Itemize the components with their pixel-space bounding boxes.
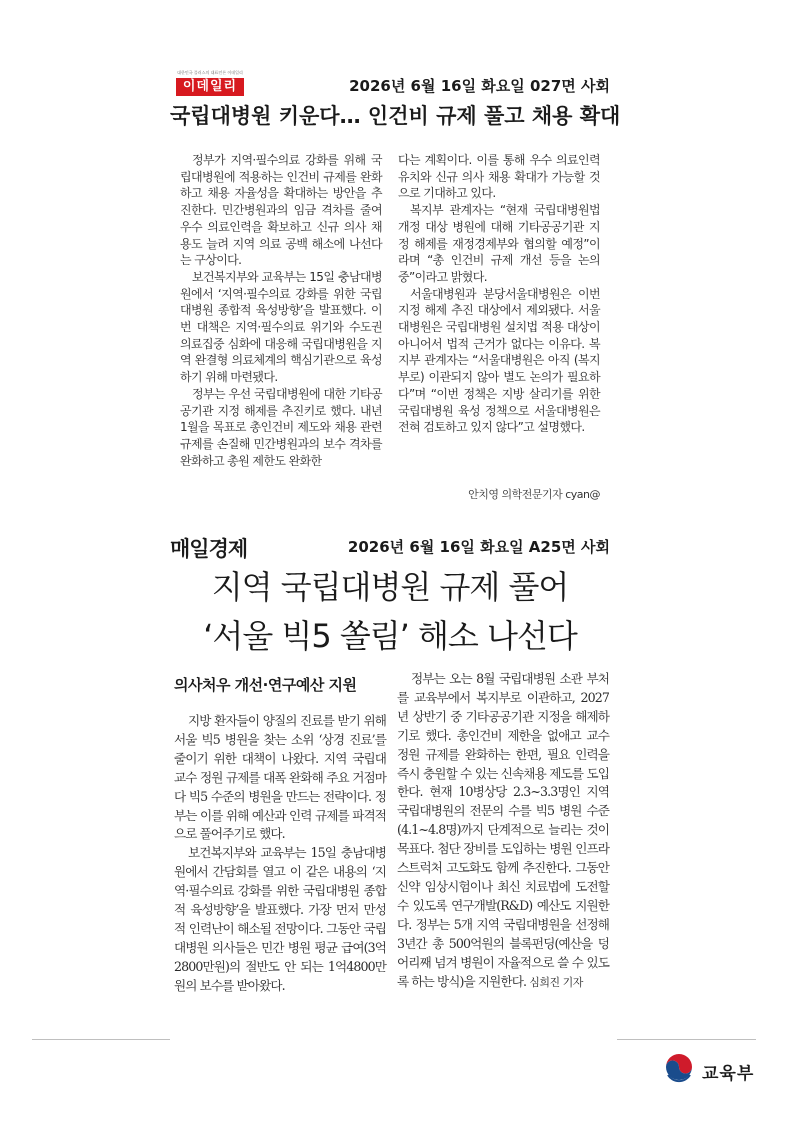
article1-paragraph: 보건복지부와 교육부는 15일 충남대병원에서 ‘지역·필수의료 강화를 위한 국립대병원 종합적 육성방향’을 발표했다. 이번 대책은 지역·필수의료 위기와 수도권 의료집중 심화에 대응해 국립대병원을 지역 완결형 의료체계의 핵심기관으로 육성하기 위해 마련됐다.	[180, 269, 382, 385]
divider-left	[32, 1039, 170, 1040]
ministry-emblem-icon	[662, 1052, 696, 1086]
article2-subheadline: 의사처우 개선·연구예산 지원	[174, 676, 357, 694]
article2-byline: 심희진 기자	[529, 975, 583, 989]
newspaper-logo-maeil: 매일경제	[170, 536, 248, 561]
article1-paragraph: 다는 계획이다. 이를 통해 우수 의료인력 유치와 신규 의사 채용 확대가 가능할 것으로 기대하고 있다.	[398, 153, 600, 201]
article2-paragraph: 지방 환자들이 양질의 진료를 받기 위해 서울 빅5 병원을 찾는 소위 ‘상경 진료’를 줄이기 위한 대책이 나왔다. 지역 국립대 교수 정원 규제를 대폭 완화해 주요 거점마다 빅5 수준의 병원을 만드는 전략이다. 정부는 이를 위해 예산과 인력 규제를 파격적으로 풀어주기로 했다.	[174, 713, 386, 842]
article2-column-right	[397, 670, 609, 992]
article1-byline: 안치영 의학전문기자 cyan@	[468, 488, 600, 501]
article2-paragraph-text: 정부는 오는 8월 국립대병원 소관 부처를 교육부에서 복지부로 이관하고, 2027년 상반기 중 기타공공기관 지정을 해제하기로 했다. 총인건비 제한을 없애고 교수 정원 규제를 완화하는 한편, 필요 인력을 즉시 충원할 수 있는 신속채용 제도를 도입한다. 현재 10병상당 2.3~3.3명인 지역 국립대병원의 전문의 수를 빅5 병원 수준(4.1~4.8명)까지 단계적으로 늘리는 것이 목표다. 첨단 장비를 도입하는 병원 인프라스트럭처 고도화도 함께 추진한다. 그동안 신약 임상시험이나 최신 치료법에 도전할 수 있도록 연구개발(R&D) 예산도 지원한다. 정부는 5개 지역 국립대병원을 선정해 3년간 총 500억원의 블록펀딩(예산을 덩어리째 넘겨 병원이 자율적으로 쓸 수 있도록 하는 방식)을 지원한다.	[397, 671, 609, 989]
article2-headline-line2: ‘서울 빅5 쏠림’ 해소 나선다	[203, 617, 577, 655]
article1-paragraph: 정부는 우선 국립대병원에 대한 기타공공기관 지정 해제를 추진키로 했다. 내년 1월을 목표로 총인건비 제도와 채용 관련 규제를 손질해 민간병원과의 보수 격차를 완화하고 총원 제한도 완화한	[180, 386, 382, 468]
newspaper-logo-edaily: 이데일리	[176, 78, 244, 96]
article2-column-left	[174, 712, 386, 996]
article2-paragraph	[397, 670, 609, 992]
article1-paragraph: 복지부 관계자는 “현재 국립대병원법 개정 대상 병원에 대해 기타공공기관 지정 해제를 재정경제부와 협의할 예정”이라며 “총 인건비 규제 개선 등을 논의 중”이라고 밝혔다.	[398, 203, 600, 284]
divider-right	[617, 1039, 756, 1040]
article1-column-right	[398, 152, 600, 436]
article2-headline-line1: 지역 국립대병원 규제 풀어	[211, 568, 569, 606]
article1-paragraph: 정부가 지역·필수의료 강화를 위해 국립대병원에 적용하는 인건비 규제를 완화하고 채용 자율성을 확대하는 방안을 추진한다. 민간병원과의 임금 격차를 줄여 우수 의료인력을 확보하고 신규 의사 채용도 늘려 지역 의료 공백 해소에 나선다는 구상이다.	[180, 153, 382, 268]
article1-paragraph: 서울대병원과 분당서울대병원은 이번 지정 해제 추진 대상에서 제외됐다. 서울대병원은 국립대병원 설치법 적용 대상이 아니어서 법적 근거가 없다는 이유다. 복지부 관계자는 “서울대병원은 아직 (복지부로) 이관되지 않아 별도 논의가 필요하다”며 “이번 정책은 지방 살리기를 위한 국립대병원 육성 정책으로 서울대병원은 전혀 검토하고 있지 않다”고 설명했다.	[398, 286, 600, 435]
article1-headline: 국립대병원 키운다… 인건비 규제 풀고 채용 확대	[170, 104, 621, 128]
article1-column-left	[180, 152, 382, 469]
article2-date-section: 2026년 6월 16일 화요일 A25면 사회	[347, 538, 610, 556]
article2-paragraph: 보건복지부와 교육부는 15일 충남대병원에서 간담회를 열고 이 같은 내용의 ‘지역·필수의료 강화를 위한 국립대병원 종합적 육성방향’을 발표했다. 가장 먼저 만성적 인력난이 해소될 전망이다. 그동안 국립대병원 의사들은 민간 병원 평균 급여(3억2800만원)의 절반도 안 되는 1억4800만원의 보수를 받아왔다.	[174, 845, 386, 993]
ministry-name: 교육부	[702, 1064, 755, 1084]
newspaper-tagline: 대한민국 플러스의 대표언론 이데일리	[177, 70, 243, 75]
article1-date-section: 2026년 6월 16일 화요일 027면 사회	[349, 77, 610, 95]
